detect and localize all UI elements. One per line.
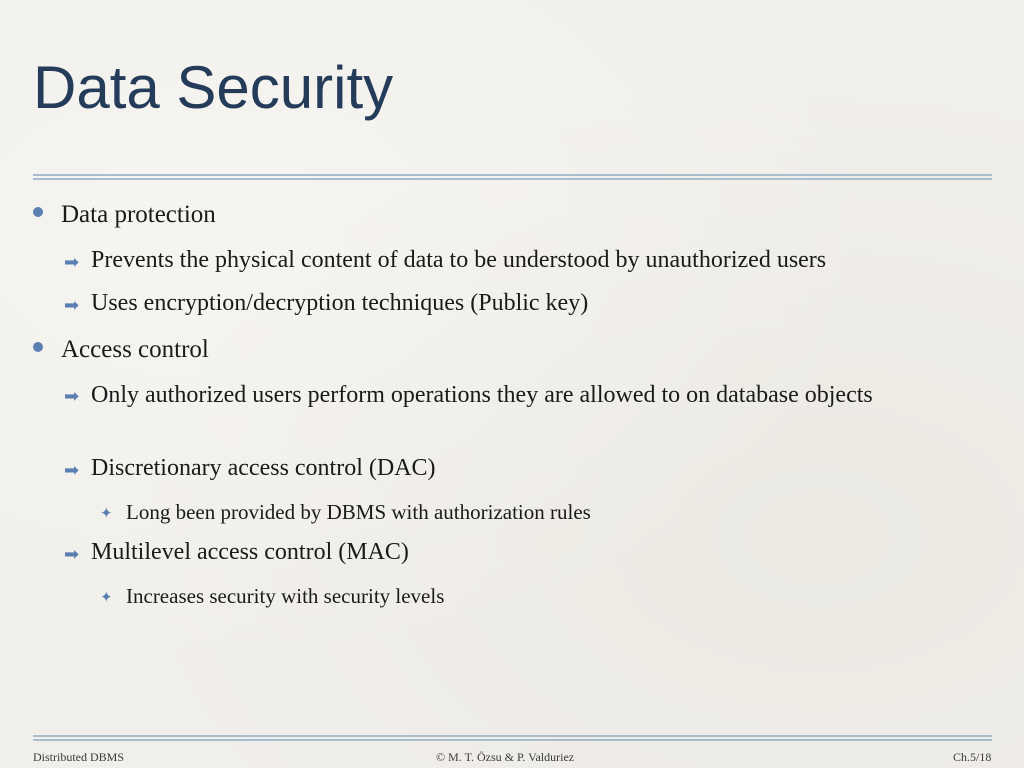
right-arrow-icon: ➡	[64, 544, 80, 565]
title-divider	[33, 174, 992, 180]
right-arrow-icon: ➡	[64, 252, 80, 273]
footer-page-number: Ch.5/18	[953, 750, 992, 764]
four-point-star-icon: ✦	[100, 588, 113, 606]
sub-sub-item-dac-rules: Long been provided by DBMS with authorization rules	[126, 500, 591, 524]
right-arrow-icon: ➡	[64, 386, 80, 407]
four-point-star-icon: ✦	[100, 504, 113, 522]
footer-divider	[33, 735, 992, 741]
bullet-dot-icon	[33, 207, 43, 217]
sub-item-dac: Discretionary access control (DAC)	[91, 455, 436, 481]
right-arrow-icon: ➡	[64, 460, 80, 481]
slide-title: Data Security	[33, 54, 394, 121]
footer-copyright: © M. T. Özsu & P. Valduriez	[436, 750, 575, 764]
footer-course: Distributed DBMS	[33, 750, 125, 764]
bullet-dot-icon	[33, 342, 43, 352]
sub-item-prevents: Prevents the physical content of data to be understood by unauthorized users	[91, 247, 827, 273]
sub-item-mac: Multilevel access control (MAC)	[91, 539, 409, 565]
right-arrow-icon: ➡	[64, 295, 80, 316]
sub-item-encryption: Uses encryption/decryption techniques (Public key)	[91, 290, 589, 316]
bullet-item-access-control: Access control	[61, 336, 209, 363]
bullet-item-data-protection: Data protection	[61, 201, 216, 228]
sub-sub-item-mac-levels: Increases security with security levels	[126, 584, 445, 608]
sub-item-authorized-users: Only authorized users perform operations they are allowed to on database objects	[91, 382, 873, 408]
